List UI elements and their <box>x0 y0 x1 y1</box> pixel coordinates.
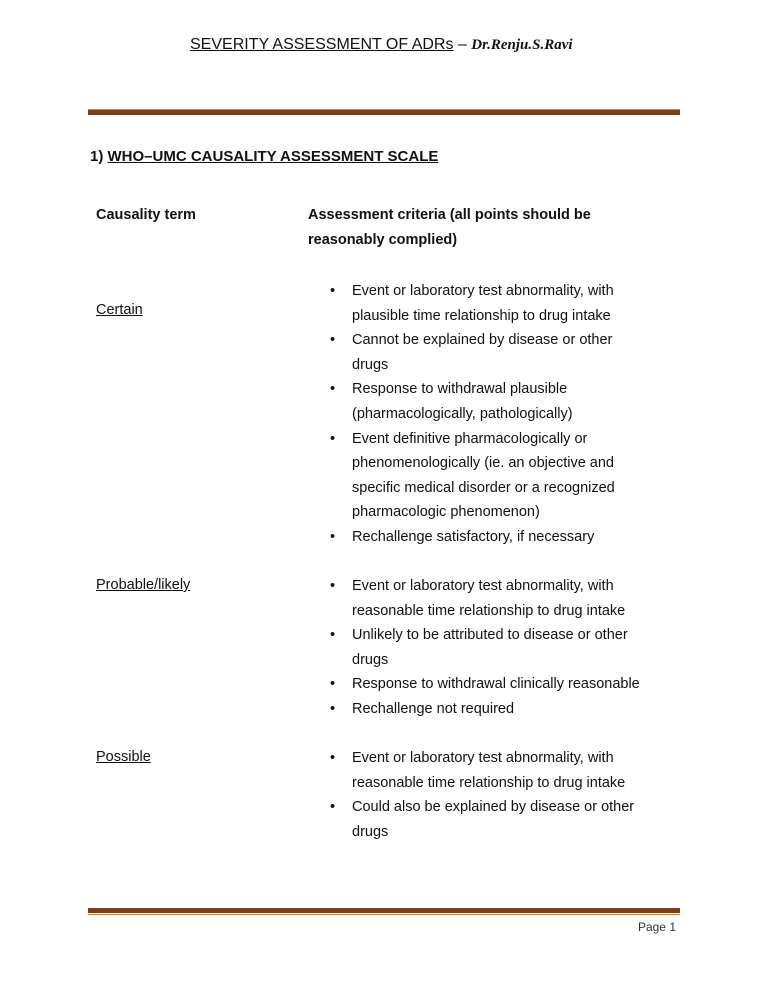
criteria-list-probable <box>330 574 670 722</box>
criteria-line: phenomenologically (ie. an objective and <box>352 455 614 472</box>
criteria-item <box>330 672 670 697</box>
section-number: 1) <box>90 148 108 165</box>
page-number: Page 1 <box>637 920 676 934</box>
bullet-icon: • <box>330 700 336 717</box>
term-probable: Probable/likely <box>96 577 191 593</box>
criteria-line: Rechallenge not required <box>352 700 515 717</box>
footer-rule <box>88 908 680 915</box>
bullet-icon: • <box>330 430 336 447</box>
criteria-line: drugs <box>352 651 389 668</box>
criteria-line: drugs <box>352 823 389 840</box>
criteria-item <box>330 795 670 844</box>
criteria-header-line: reasonably complied) <box>308 232 458 248</box>
criteria-line: reasonable time relationship to drug intake <box>352 602 626 619</box>
section-heading <box>90 148 438 165</box>
criteria-item <box>330 279 670 328</box>
criteria-line: (pharmacologically, pathologically) <box>352 405 573 422</box>
column-header-term: Causality term <box>96 207 196 223</box>
criteria-item <box>330 377 670 426</box>
term-possible: Possible <box>96 749 151 765</box>
criteria-line: drugs <box>352 356 389 373</box>
criteria-line: Event or laboratory test abnormality, with <box>352 578 614 594</box>
header-title: SEVERITY ASSESSMENT OF ADRs <box>190 36 454 53</box>
criteria-item <box>330 746 670 795</box>
header-rule <box>88 108 680 115</box>
term-certain: Certain <box>96 302 143 318</box>
criteria-line: Response to withdrawal clinically reasonable <box>352 676 640 693</box>
header-author: Dr.Renju.S.Ravi <box>471 37 573 53</box>
criteria-item <box>330 328 670 377</box>
bullet-icon: • <box>330 283 336 299</box>
bullet-icon: • <box>330 528 336 545</box>
criteria-line: Event or laboratory test abnormality, with <box>352 750 614 766</box>
bullet-icon: • <box>330 332 336 349</box>
criteria-line: Response to withdrawal plausible <box>352 381 568 398</box>
bullet-icon: • <box>330 676 336 693</box>
criteria-line: Unlikely to be attributed to disease or other <box>352 627 628 644</box>
criteria-line: plausible time relationship to drug intake <box>352 307 611 324</box>
header-separator: – <box>453 36 472 53</box>
criteria-line: Cannot be explained by disease or other <box>352 332 613 349</box>
criteria-item <box>330 623 670 672</box>
criteria-line: Rechallenge satisfactory, if necessary <box>352 528 595 545</box>
criteria-line: pharmacologic phenomenon) <box>352 504 540 521</box>
criteria-line: Could also be explained by disease or other <box>352 799 635 816</box>
criteria-list-certain <box>330 279 670 550</box>
bullet-icon: • <box>330 799 336 816</box>
criteria-line: specific medical disorder or a recognized <box>352 479 615 496</box>
criteria-header-line: Assessment criteria (all points should be <box>308 207 591 223</box>
bullet-icon: • <box>330 627 336 644</box>
bullet-icon: • <box>330 750 336 766</box>
section-title: WHO–UMC CAUSALITY ASSESSMENT SCALE <box>107 148 439 165</box>
criteria-item <box>330 574 670 623</box>
criteria-item <box>330 525 670 550</box>
criteria-line: Event or laboratory test abnormality, with <box>352 283 614 299</box>
page-header <box>190 36 573 54</box>
column-header-criteria <box>308 203 591 253</box>
criteria-line: Event definitive pharmacologically or <box>352 430 588 447</box>
bullet-icon: • <box>330 578 336 594</box>
criteria-list-possible <box>330 746 670 844</box>
criteria-item <box>330 697 670 722</box>
bullet-icon: • <box>330 381 336 398</box>
criteria-item <box>330 427 670 525</box>
criteria-line: reasonable time relationship to drug intake <box>352 774 626 791</box>
